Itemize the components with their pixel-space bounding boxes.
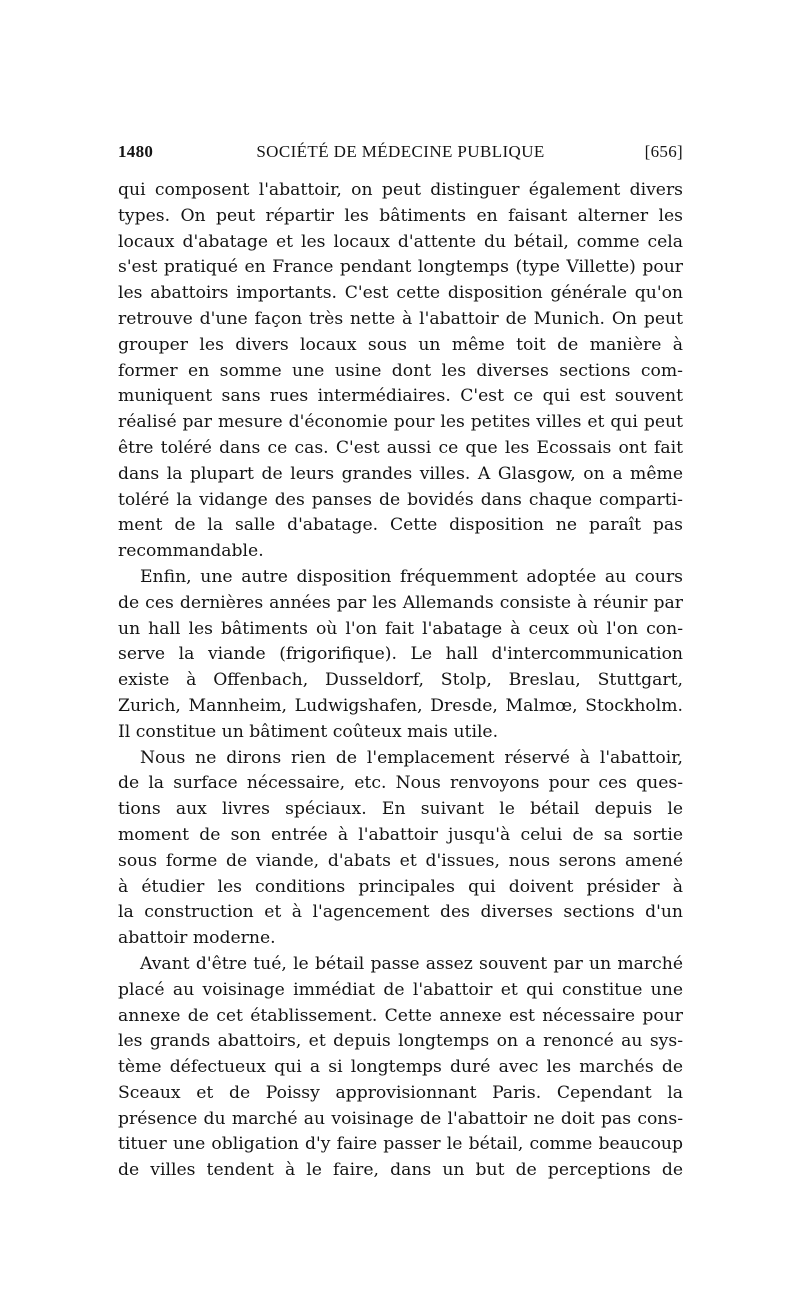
text-line: tions aux livres spéciaux. En suivant le bétail depuis le [118, 799, 683, 820]
text-line: les grands abattoirs, et depuis longtemps on a renoncé au sys- [118, 1031, 683, 1052]
body-text [118, 178, 683, 1184]
bracket-page-reference: [656] [644, 142, 683, 161]
text-line: existe à Offenbach, Dusseldorf, Stolp, Breslau, Stuttgart, [118, 670, 683, 691]
text-line: moment de son entrée à l'abattoir jusqu'à celui de sa sortie [118, 824, 683, 845]
paragraph-end-line: recommandable. [118, 541, 264, 562]
text-line: de la surface nécessaire, etc. Nous renvoyons pour ces ques- [118, 773, 683, 794]
text-line: de villes tendent à le faire, dans un but de perceptions de [118, 1160, 683, 1181]
text-line: les abattoirs importants. C'est cette disposition générale qu'on [118, 283, 683, 304]
text-line: Sceaux et de Poissy approvisionnant Paris. Cependant la [118, 1082, 683, 1103]
text-line: tituer une obligation d'y faire passer le bétail, comme beaucoup [118, 1134, 683, 1155]
running-title: SOCIÉTÉ DE MÉDECINE PUBLIQUE [256, 142, 545, 161]
text-line: tème défectueux qui a si longtemps duré avec les marchés de [118, 1057, 683, 1078]
text-line: présence du marché au voisinage de l'abattoir ne doit pas cons- [118, 1108, 683, 1129]
text-line: grouper les divers locaux sous un même toit de manière à [118, 334, 683, 355]
text-line: s'est pratiqué en France pendant longtemps (type Villette) pour [118, 257, 683, 278]
text-line: dans la plupart de leurs grandes villes. A Glasgow, on a même [118, 463, 683, 484]
text-line: de ces dernières années par les Allemands consiste à réunir par [118, 592, 683, 613]
text-line: serve la viande (frigorifique). Le hall d'intercommunication [118, 644, 683, 665]
paragraph-end-line: Il constitue un bâtiment coûteux mais utile. [118, 721, 499, 742]
page-number: 1480 [118, 142, 154, 161]
text-line: sous forme de viande, d'abats et d'issues, nous serons amené [118, 850, 683, 871]
running-header [118, 142, 683, 170]
text-line: être toléré dans ce cas. C'est aussi ce que les Ecossais ont fait [118, 437, 683, 458]
text-line: retrouve d'une façon très nette à l'abattoir de Munich. On peut [118, 308, 683, 329]
text-line: Zurich, Mannheim, Ludwigshafen, Dresde, Malmœ, Stockholm. [118, 695, 683, 716]
text-line: locaux d'abatage et les locaux d'attente du bétail, comme cela [118, 231, 683, 252]
text-line: types. On peut répartir les bâtiments en faisant alterner les [118, 205, 683, 226]
text-line: placé au voisinage immédiat de l'abattoir et qui constitue une [118, 979, 683, 1000]
text-line: annexe de cet établissement. Cette annexe est nécessaire pour [118, 1005, 683, 1026]
text-line: toléré la vidange des panses de bovidés dans chaque comparti- [118, 489, 683, 510]
paragraph-start-line: Enfin, une autre disposition fréquemment adoptée au cours [140, 566, 683, 587]
text-line: à étudier les conditions principales qui doivent présider à [118, 876, 683, 897]
paragraph-start-line: Nous ne dirons rien de l'emplacement réservé à l'abattoir, [140, 747, 683, 768]
paragraph-start-line: Avant d'être tué, le bétail passe assez souvent par un marché [140, 953, 683, 974]
text-line: réalisé par mesure d'économie pour les petites villes et qui peut [118, 412, 683, 433]
text-line: ment de la salle d'abatage. Cette disposition ne paraît pas [118, 515, 683, 536]
paragraph-end-line: abattoir moderne. [118, 928, 276, 949]
text-line: un hall les bâtiments où l'on fait l'abatage à ceux où l'on con- [118, 618, 683, 639]
text-line: muniquent sans rues intermédiaires. C'est ce qui est souvent [118, 386, 683, 407]
text-line: former en somme une usine dont les diverses sections com- [118, 360, 683, 381]
text-line: la construction et à l'agencement des diverses sections d'un [118, 902, 683, 923]
text-line: qui composent l'abattoir, on peut distinguer également divers [118, 180, 683, 200]
